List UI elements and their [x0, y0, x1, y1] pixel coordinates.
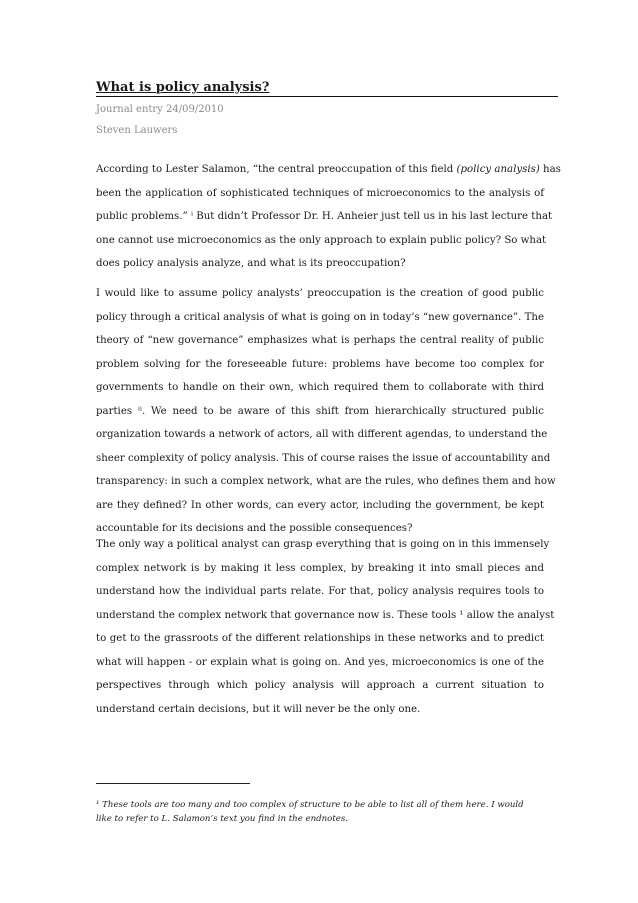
paragraph-line: complex network is by making it less complex, by breaking it into small pieces and [96, 562, 544, 574]
paragraph-line: does policy analysis analyze, and what is its preoccupation? [96, 258, 406, 269]
paragraph-line: policy through a critical analysis of what is going on in today’s “new governance”. The [96, 311, 544, 323]
paragraph-3 [96, 533, 555, 721]
footnote-divider [96, 783, 250, 784]
paragraph-line: parties ⁱⁱ. We need to be aware of this shift from hierarchically structured public [96, 405, 544, 417]
paragraph-line: governments to handle on their own, which required them to collaborate with third [96, 382, 544, 393]
paragraph-line: accountable for its decisions and the possible consequences? [96, 523, 413, 534]
paragraph-line: understand certain decisions, but it will never be the only one. [96, 703, 421, 715]
footnote [96, 798, 536, 826]
paragraph-line: transparency: in such a complex network, what are the rules, who defines them and how [96, 476, 556, 487]
paragraph-line: been the application of sophisticated techniques of microeconomics to the analysis of [96, 187, 544, 199]
paragraph-line: The only way a political analyst can grasp everything that is going on in this immensely [96, 539, 550, 550]
paragraph-line: sheer complexity of policy analysis. This of course raises the issue of accountability and [96, 452, 551, 464]
paragraph-line: problem solving for the foreseeable future: problems have become too complex for [96, 358, 544, 370]
author-name: Steven Lauwers [96, 125, 178, 136]
paragraph-line: are they defined? In other words, can every actor, including the government, be kept [96, 499, 544, 511]
paragraph-line: to get to the grassroots of the different relationships in these networks and to predict [96, 633, 544, 644]
paragraph-line: According to Lester Salamon, “the central preoccupation of this field (policy analysis) has [96, 164, 561, 175]
page-title: What is policy analysis? [96, 80, 270, 95]
paragraph-line: what will happen - or explain what is going on. And yes, microeconomics is one of the [96, 656, 544, 668]
journal-entry-date: Journal entry 24/09/2010 [96, 104, 224, 115]
paragraph-line: public problems.” ⁱ But didn’t Professor Dr. H. Anheier just tell us in his last lecture that [96, 211, 553, 222]
paragraph-line: understand how the individual parts relate. For that, policy analysis requires tools to [96, 586, 544, 597]
paragraph-line: organization towards a network of actors, all with different agendas, to understand the [96, 429, 548, 440]
italic-term: (policy analysis) [456, 164, 540, 175]
paragraph-1 [96, 158, 561, 276]
footnote-line: ¹ These tools are too many and too complex of structure to be able to list all of them here. I would [96, 800, 524, 810]
paragraph-line: I would like to assume policy analysts’ preoccupation is the creation of good public [96, 288, 544, 299]
paragraph-2 [96, 282, 556, 541]
footnote-line: like to refer to L. Salamon’s text you find in the endnotes. [96, 814, 349, 824]
title-rule [96, 80, 558, 97]
paragraph-line: one cannot use microeconomics as the only approach to explain public policy? So what [96, 234, 547, 246]
paragraph-line: understand the complex network that governance now is. These tools ¹ allow the analyst [96, 609, 555, 621]
paragraph-line: perspectives through which policy analysis will approach a current situation to [96, 680, 544, 691]
paragraph-line: theory of “new governance” emphasizes what is perhaps the central reality of public [96, 335, 544, 346]
